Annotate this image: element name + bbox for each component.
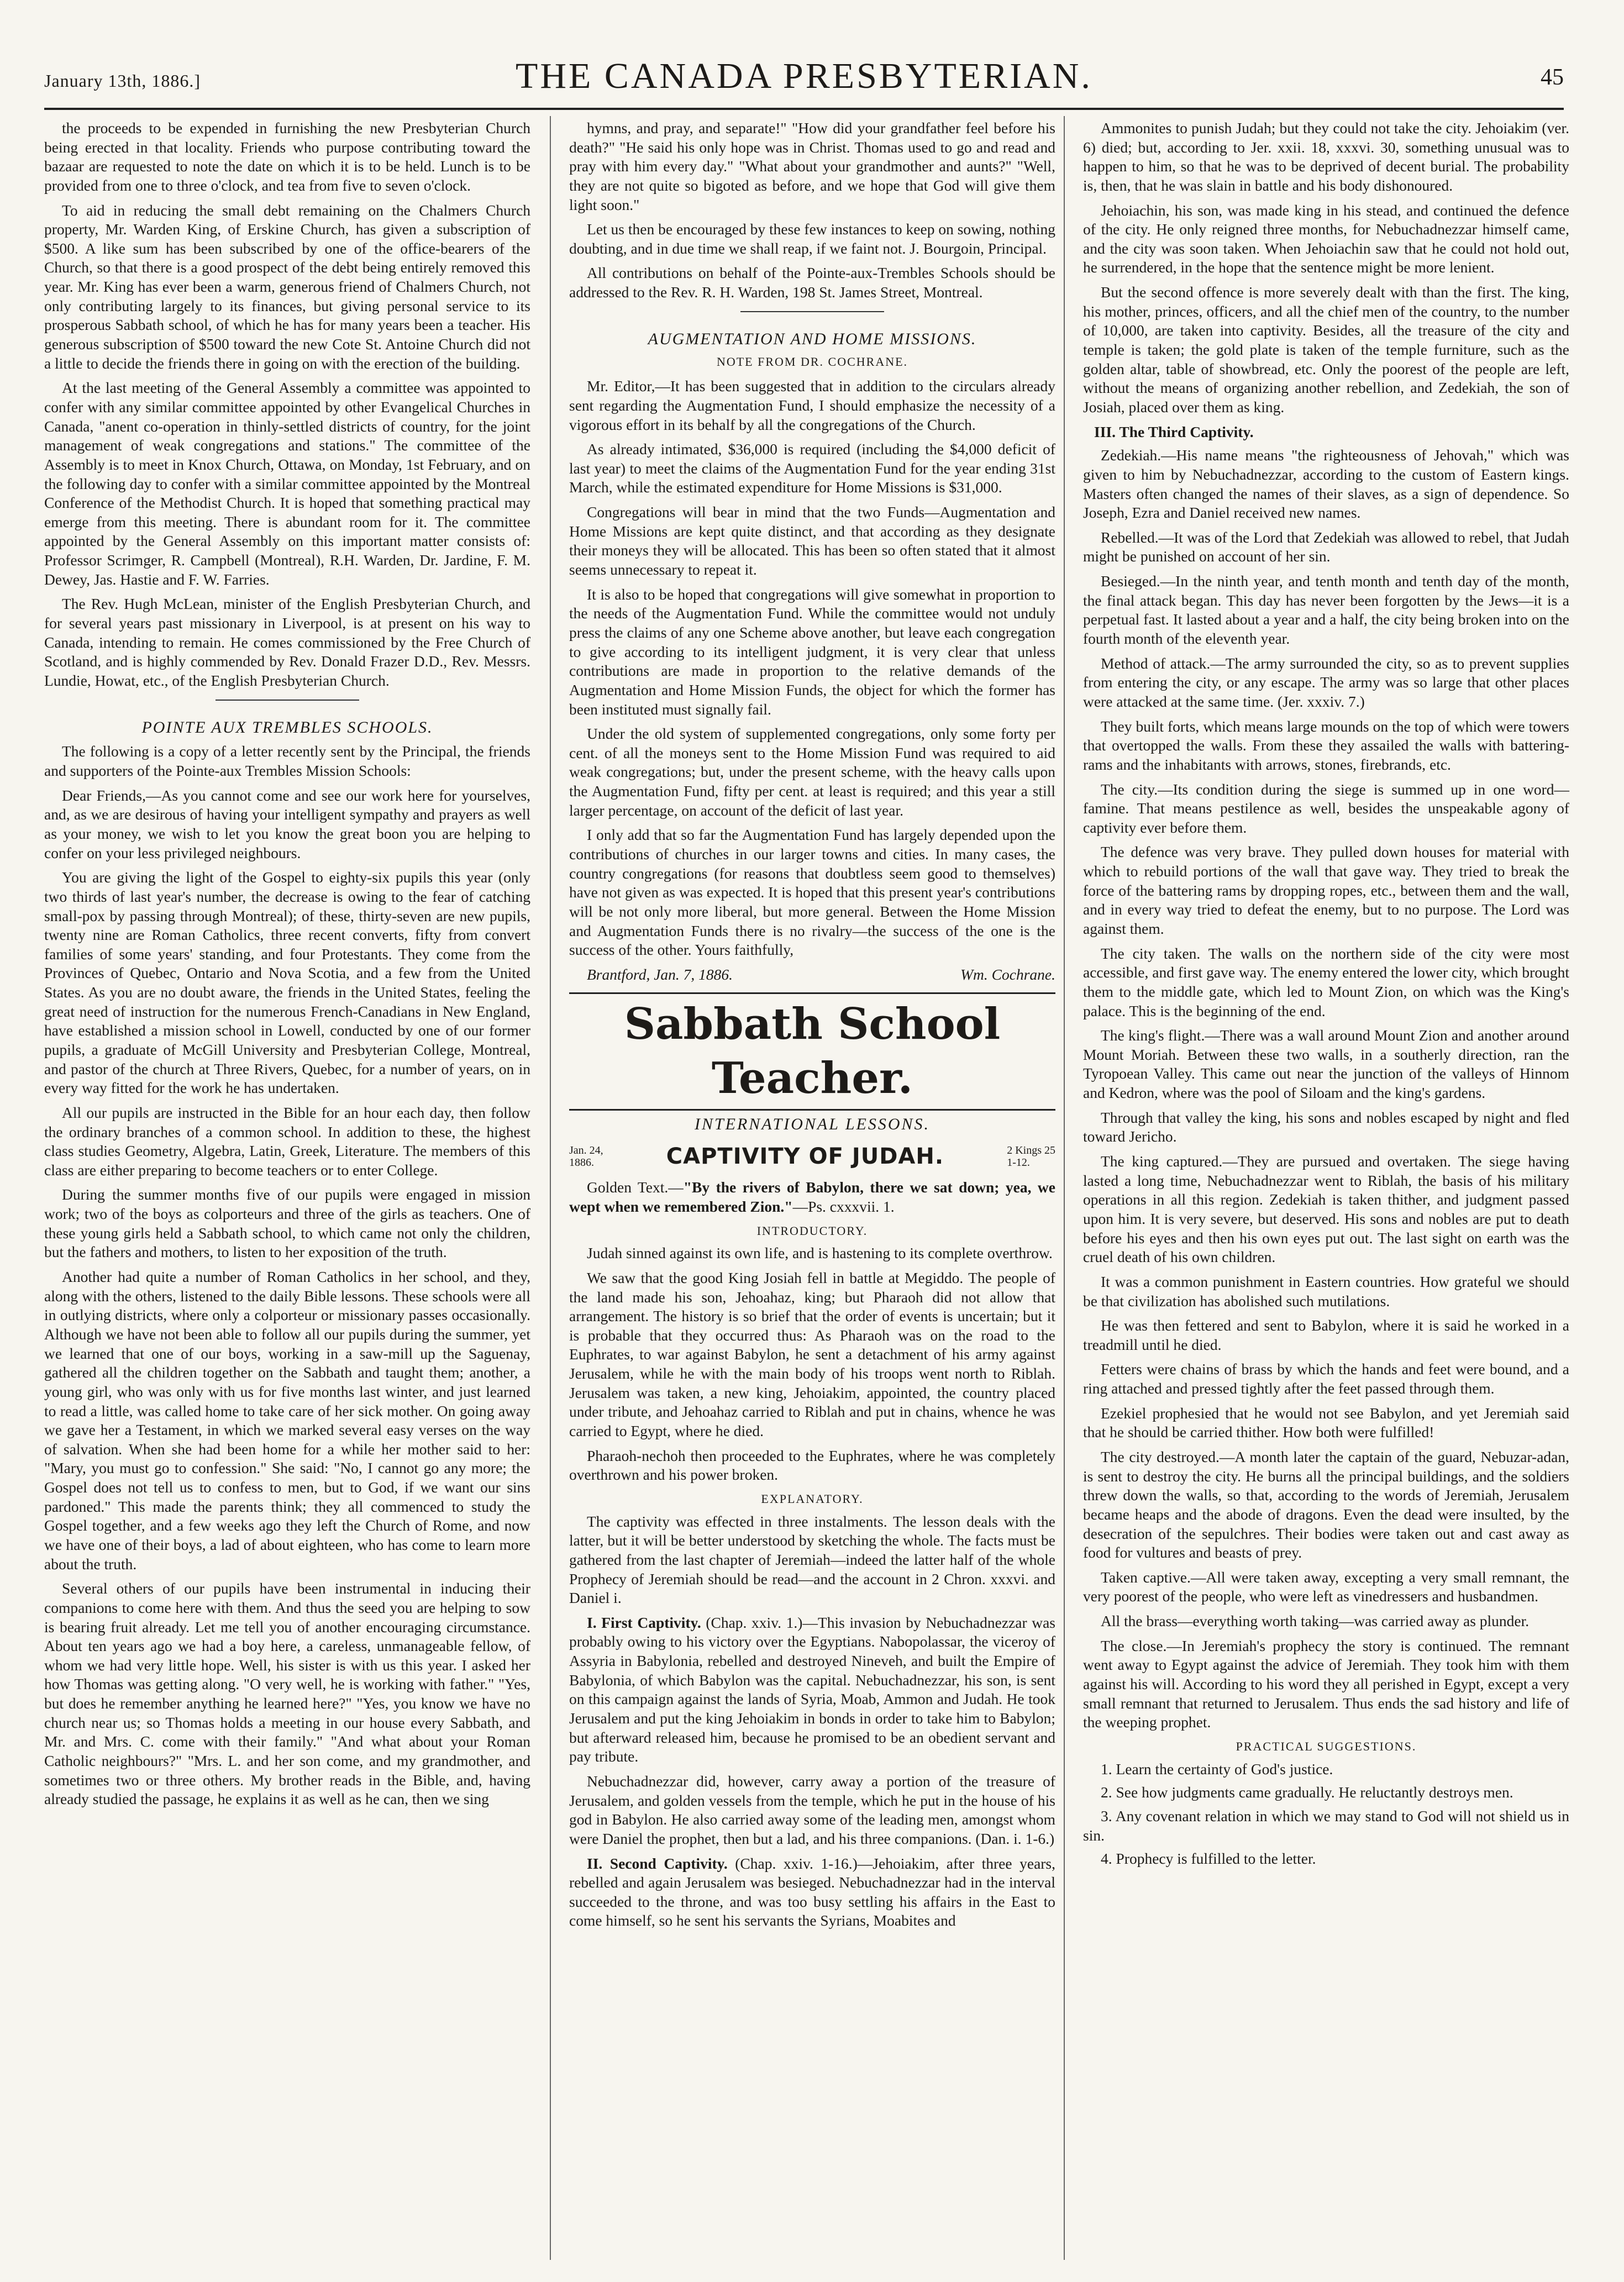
paragraph: Dear Friends,—As you cannot come and see our work here for yourselves, and, as we are desirous of having your intelligent sympathy and prayers as well as your money, we wish to let you know the great boon you are helping to confer on your less privileged neighbours. — [44, 786, 530, 861]
paragraph-lead: II. Second Captivity. — [587, 1854, 728, 1872]
section-rule — [740, 311, 884, 312]
page-number: 45 — [1541, 65, 1564, 90]
page-header — [44, 55, 1564, 105]
paragraph: Taken captive.—All were taken away, excepting a very small remnant, the very poorest of the people, who were left as vinedressers and husbandmen. — [1083, 1568, 1569, 1605]
golden-text-verse: "By the rivers of Babylon, there we sat down; yea, we wept when we remembered Zion." — [569, 1179, 1055, 1215]
paragraph: All contributions on behalf of the Pointe-aux-Trembles Schools should be addressed to the Rev. R. H. Warden, 198 St. James Street, Montreal. — [569, 264, 1055, 301]
lesson-title: CAPTIVITY OF JUDAH. — [666, 1143, 944, 1169]
paragraph: You are giving the light of the Gospel to eighty-six pupils this year (only two thirds of last year's number, the decrease is owing to the fear of catching small-pox by passing through Montreal); of these, thirty-seven are new pupils, twenty nine are Roman Catholics, three recent converts, fifty from convert families of some years' standing, and four Protestants. They come from the Provinces of Quebec, Ontario and Nova Scotia, and a few from the United States. As you are no doubt aware, the friends in the United States, feeling the great need of instruction for the numerous French-Canadians in New England, have established a mission school in Lowell, conducted by one of our former pupils, a graduate of McGill University and Presbyterian College, Montreal, and pastor of the church at Three Rivers, Quebec, for a number of years, on in every way fitted for the work he has undertaken. — [44, 869, 530, 1097]
paragraph: All our pupils are instructed in the Bible for an hour each day, then follow the ordinary branches of a common school. In addition to these, the highest class studies Geometry, Algebra, Latin, Greek, Literature. The members of this class are either preparing to become teachers or to enter College. — [44, 1103, 530, 1179]
paragraph: Through that valley the king, his sons and nobles escaped by night and fled toward Jericho. — [1083, 1108, 1569, 1145]
signature-line — [587, 965, 1055, 985]
paragraph: It is also to be hoped that congregations will give somewhat in proportion to the needs of the Augmentation Fund. While the committee would not unduly press the claims of any one Scheme above another, but leave each congregation to give according to its intelligent judgment, it is very clear that unless contributions are made in proportion to the relative demands of the Augmentation and Home Mission Funds, the object for which the former has been instituted must signally fail. — [569, 585, 1055, 718]
paragraph: As already intimated, $36,000 is required (including the $4,000 deficit of last year) to meet the claims of the Augmentation Fund for the year ending 31st March, while the estimated expenditure for Home Missions is $31,000. — [569, 440, 1055, 496]
paragraph: Pharaoh-nechoh then proceeded to the Euphrates, where he was completely overthrown and his power broken. — [569, 1447, 1055, 1484]
paragraph: All the brass—everything worth taking—was carried away as plunder. — [1101, 1612, 1530, 1630]
column-divider — [1064, 116, 1065, 2260]
golden-text-ref: —Ps. cxxxvii. 1. — [792, 1197, 895, 1215]
golden-text-label: Golden Text.— — [587, 1179, 684, 1196]
paragraph: Ammonites to punish Judah; but they could not take the city. Jehoiakim (ver. 6) died; but, according to Jer. xxii. 18, xxxvi. 30, something unusual was to happen to him, so that he was to be deprived of decent burial. The probability is, then, that he was slain in battle and his body dishonoured. — [1083, 119, 1569, 194]
paragraph: Several others of our pupils have been instrumental in inducing their companions to come here with them. And thus the seed you are helping to sow is bearing fruit already. Let me tell you of another encouraging circumstance. About ten years ago we had a boy here, a careless, unmanageable fellow, of whom we had very little hope. Well, his sister is with us this year. I asked her how Thomas was getting along. "O very well, he is working with father." "Yes, but does he remember anything he learned here?" "Yes, you know we have no church near us; so Thomas holds a meeting in our house every Sabbath, and Mr. and Mrs. C. come with their family." "And what about your Roman Catholic neighbours?" "Mrs. L. and her son come, and my grandmother, and sometimes two or three others. My brother reads in the Bible, and, having already studied the passage, he explains it as well as he can, then we sing — [44, 1580, 530, 1808]
paragraph: He was then fettered and sent to Babylon, where it is said he worked in a treadmill until he died. — [1083, 1317, 1569, 1353]
subsection-heading: PRACTICAL SUGGESTIONS. — [1236, 1739, 1417, 1753]
signature-name: Wm. Cochrane. — [960, 965, 1055, 983]
paragraph: The king captured.—They are pursued and overtaken. The siege having lasted a long time, Nebuchadnezzar went to Riblah, the basis of his military operations in all this region. Zedekiah is taken thither, and judgment passed upon him. It is very severe, but deserved. His sons and nobles are put to death before his eyes and then his own eyes put out. The last sight on earth was the cruel death of his own children. — [1083, 1153, 1569, 1266]
subsection-heading: EXPLANATORY. — [761, 1491, 864, 1506]
paragraph: Besieged.—In the ninth year, and tenth month and tenth day of the month, the final attack began. This day has never been forgotten by the Jews—it is a perpetual fast. It lasted about a year and a half, the city being broken into on the fourth month of the eleventh year. — [1083, 572, 1569, 648]
paragraph: Ezekiel prophesied that he would not see Babylon, and yet Jeremiah said that he should be carried thither. How both were fulfilled! — [1083, 1404, 1569, 1441]
paragraph: Mr. Editor,—It has been suggested that in addition to the circulars already sent regarding the Augmentation Fund, I should emphasize the necessity of a vigorous effort in its behalf by all the congregations of the Church. — [569, 377, 1055, 433]
paragraph — [569, 1613, 1055, 1766]
section-subheading: NOTE FROM DR. COCHRANE. — [716, 354, 908, 369]
paragraph: hymns, and pray, and separate!" "How did your grandfather feel before his death?" "He said his only hope was in Christ. Thomas used to go and read and pray with him every day." "What about your grandmother and aunts?" "Well, they are not quite so bigoted as before, and we hope that God will give them light soon." — [569, 119, 1055, 213]
paragraph: At the last meeting of the General Assembly a committee was appointed to confer with any similar committee appointed by other Evangelical Churches in Canada, "anent co-operation in thinly-settled districts of country, for the joint management of weak congregations and stations." The committee of the Assembly is to meet in Knox Church, Ottawa, on Monday, 1st February, and on the following day to confer with a similar committee appointed by the Montreal Conference of the Methodist Church. It is hoped that something practical may emerge from this meeting. There is abundant room for it. The committee appointed by the General Assembly on this important matter consists of: Professor Scrimger, R. Campbell (Montreal), R.H. Warden, Dr. Jardine, F. M. Dewey, Jas. Hastie and F. W. Farries. — [44, 379, 530, 588]
lesson-date-line: 1886. — [569, 1156, 594, 1169]
column-3 — [1083, 119, 1569, 1873]
section-rule — [216, 700, 359, 701]
issue-date: January 13th, 1886.] — [44, 71, 201, 91]
lesson-ref-line: 2 Kings 25 — [1007, 1144, 1055, 1157]
lesson-ref-line: 1-12. — [1007, 1156, 1030, 1169]
paragraph: Method of attack.—The army surrounded the city, so as to prevent supplies from entering the city, or any escape. The army was so large that other places were attacked at the same time. (Jer. xxxiv. 7.) — [1083, 654, 1569, 710]
paragraph: The city taken. The walls on the northern side of the city were most accessible, and first gave way. The enemy entered the lower city, which brought them to the middle gate, which led to Mount Zion, on which was the King's palace. This is the beginning of the end. — [1083, 944, 1569, 1019]
paragraph: The Rev. Hugh McLean, minister of the English Presbyterian Church, and for several years past missionary in Liverpool, is at present on his way to Canada, intending to remain. He comes commissioned by the Free Church of Scotland, and is highly commended by Rev. Donald Frazer D.D., Rev. Messrs. Lundie, Howat, etc., of the English Presbyterian Church. — [44, 595, 530, 689]
lessons-heading: INTERNATIONAL LESSONS. — [694, 1115, 931, 1134]
subsection-heading: INTRODUCTORY. — [756, 1223, 868, 1238]
paragraph: I only add that so far the Augmentation Fund has largely depended upon the contributions of churches in our larger towns and cities. In many cases, the country congregations (for reasons that doubtless seem good to themselves) have not given as was expected. It is hoped that this present year's contributions will be not only more liberal, but more general. Between the Home Mission and Augmentation Funds there is no rivalry—the success of the one is the success of the other. Yours faithfully, — [569, 826, 1055, 959]
paragraph: Judah sinned against its own life, and is hastening to its complete overthrow. — [587, 1244, 1053, 1262]
paragraph: Congregations will bear in mind that the two Funds—Augmentation and Home Missions are kept quite distinct, and that according as they designate their moneys they will be allocated. This has been so often stated that it almost seems unnecessary to repeat it. — [569, 503, 1055, 579]
signature-place: Brantford, Jan. 7, 1886. — [587, 965, 733, 983]
paragraph: The defence was very brave. They pulled down houses for material with which to rebuild portions of the wall that gave way. They tried to break the force of the battering rams by dropping ropes, etc., between them and the wall, and in every way tried to defeat the enemy, but to no purpose. The Lord was against them. — [1083, 843, 1569, 937]
suggestion-item: 3. Any covenant relation in which we may stand to God will not shield us in sin. — [1083, 1807, 1569, 1844]
paragraph: Jehoiachin, his son, was made king in his stead, and continued the defence of the city. He only reigned three months, for Nebuchadnezzar himself came, and the city was soon taken. When Jehoiachin saw that he could not hold out, he surrendered, in the hope that the sentence might be more lenient. — [1083, 201, 1569, 276]
paragraph: The captivity was effected in three instalments. The lesson deals with the latter, but it will be better understood by sketching the whole. The facts must be gathered from the last chapter of Jeremiah—indeed the latter half of the whole Prophecy of Jeremiah should be read—and the account in 2 Chron. xxxvi. and Daniel i. — [569, 1512, 1055, 1607]
column-2 — [569, 119, 1055, 1936]
suggestion-item: 1. Learn the certainty of God's justice. — [1101, 1760, 1333, 1778]
paragraph: Let us then be encouraged by these few instances to keep on sowing, nothing doubting, and in due time we shall reap, if we faint not. J. Bourgoin, Principal. — [569, 220, 1055, 257]
paragraph: The king's flight.—There was a wall around Mount Zion and another around Mount Moriah. Between these two walls, in a southerly direction, ran the Tyropoean Valley. This came out near the junction of the valleys of Hinnom and Kedron, where was the pool of Siloam and the king's gardens. — [1083, 1027, 1569, 1102]
paragraph: Rebelled.—It was of the Lord that Zedekiah was allowed to rebel, that Judah might be punished on account of her sin. — [1083, 528, 1569, 565]
paragraph: the proceeds to be expended in furnishing the new Presbyterian Church being erected in that locality. Friends who purpose contributing toward the bazaar are requested to note the date on which it is to be held. Lunch is to be provided from one to three o'clock, and tea from five to seven o'clock. — [44, 119, 530, 194]
section-heading: AUGMENTATION AND HOME MISSIONS. — [648, 329, 977, 348]
column-1 — [44, 119, 530, 1815]
suggestion-item: 2. See how judgments came gradually. He reluctantly destroys men. — [1101, 1784, 1513, 1801]
paragraph: Zedekiah.—His name means "the righteousness of Jehovah," which was given to him by Nebuchadnezzar, according to the custom of Eastern kings. Masters often changed the names of their slaves, as a sign of dependence. So Joseph, Ezra and Daniel received new names. — [1083, 446, 1569, 522]
subsection-heading: III. The Third Captivity. — [1094, 423, 1254, 440]
paragraph: It was a common punishment in Eastern countries. How grateful we should be that civilization has abolished such mutilations. — [1083, 1273, 1569, 1310]
paragraph: We saw that the good King Josiah fell in battle at Megiddo. The people of the land made his son, Jehoahaz, king; but Pharaoh did not allow that arrangement. The history is so brief that the order of events is uncertain; but it is probable that they occurred thus: As Pharaoh was on the road to the Euphrates, to war against Babylon, he sent a detachment of his army against Jerusalem, while he with the main body of his troops went north to Riblah. Jerusalem was taken, a new king, Jehoiakim, appointed, the country placed under tribute, and Jehoahaz carried to Riblah and put in chains, whence he was carried to Egypt, where he died. — [569, 1269, 1055, 1439]
paragraph: The following is a copy of a letter recently sent by the Principal, the friends and supporters of the Pointe-aux Trembles Mission Schools: — [44, 743, 530, 780]
paragraph: During the summer months five of our pupils were engaged in mission work; two of the boys as colporteurs and three of the girls as teachers. One of these young girls held a Sabbath school, to which came not only the children, but the fathers and mothers, to listen to her exposition of the truth. — [44, 1186, 530, 1261]
paragraph: Fetters were chains of brass by which the hands and feet were bound, and a ring attached and pressed tightly after the feet passed through them. — [1083, 1360, 1569, 1397]
paragraph-body: (Chap. xxiv. 1-16.)—Jehoiakim, after three years, rebelled and again Jerusalem was besieged. Nebuchadnezzar had in the interval succeeded to the throne, and was too busy settling his affairs in the East to come himself, so he sent his servants the Syrians, Moabites and — [569, 1854, 1056, 1929]
column-divider — [550, 116, 551, 2260]
paragraph: Another had quite a number of Roman Catholics in her school, and they, along with the others, listened to the daily Bible lessons. These schools were all in outlying districts, where only a colporteur or missionary passes occasionally. Although we have not been able to follow all our pupils during the summer, yet we learned that one of our boys, working in a saw-mill up the Saguenay, gathered all the children together on the Sabbath and taught them; another, a young girl, who was only with us for five months last winter, and just learned to read a little, was called home to take care of her sick mother. On going away we gave her a Testament, in which we marked several easy verses on the way of salvation. When she had been home for a while her mother said to her: "Mary, you must go to confession." She said: "No, I cannot go any more; the Gospel does not tell us to confess to men, but to God, if we want our sins pardoned." This made the parents think; they all commenced to study the Gospel together, and a few weeks ago they left the Church of Rome, and now we have one of their boys, a lad of about eighteen, who has come to learn more about the truth. — [44, 1268, 530, 1573]
masthead-title: THE CANADA PRESBYTERIAN. — [516, 56, 1092, 96]
lesson-date-line: Jan. 24, — [569, 1144, 603, 1157]
section-banner: Sabbath School Teacher. — [569, 992, 1055, 1111]
paragraph: They built forts, which means large mounds on the top of which were towers that overtopped the walls. From these they assailed the walls with battering-rams and the inhabitants with arrows, stones, firebrands, etc. — [1083, 717, 1569, 773]
suggestion-item: 4. Prophecy is fulfilled to the letter. — [1101, 1850, 1316, 1868]
paragraph: To aid in reducing the small debt remaining on the Chalmers Church property, Mr. Warden King, of Erskine Church, has given a subscription of $500. A like sum has been subscribed by one of the office-bearers of the Church, so that there is a good prospect of the debt being entirely removed this year. Mr. King has ever been a warm, generous friend of Chalmers Church, not only contributing largely to its finances, but giving personal service to its prosperous Sabbath school, of which he has for many years been a teacher. His generous subscription of $500 toward the new Cote St. Antoine Church did not a little to decide the friends there in going on with the erection of the building. — [44, 201, 530, 372]
paragraph: Under the old system of supplemented congregations, only some forty per cent. of all the moneys sent to the Home Mission Fund was required to aid weak congregations; but, under the present scheme, with the heavy calls upon the Augmentation Fund, fifty per cent. at least is required; and this year a still larger percentage, on account of the deficit of last year. — [569, 725, 1055, 819]
paragraph: The city destroyed.—A month later the captain of the guard, Nebuzar-adan, is sent to destroy the city. He burns all the principal buildings, and the soldiers threw down the walls, so that, according to the words of Jeremiah, Jerusalem became heaps and the abode of dragons. Even the dead were insulted, by the desecration of the sepulchres. Their bodies were taken out and cast away as food for vultures and beasts of prey. — [1083, 1448, 1569, 1561]
golden-text — [569, 1178, 1055, 1216]
lesson-date — [569, 1144, 603, 1169]
section-heading: POINTE AUX TREMBLES SCHOOLS. — [141, 718, 433, 737]
paragraph-body: (Chap. xxiv. 1.)—This invasion by Nebuchadnezzar was probably owing to his victory over the Egyptians. Nabopolassar, the viceroy of Assyria in Babylonia, rebelled and destroyed Nineveh, and built the Empire of Babylonia, of which Babylon was the capital. Nebuchadnezzar, his son, is sent on this campaign against the lands of Syria, Moab, Ammon and Judah. He took Jerusalem and put the king Jehoiakim in bonds in order to take him to Babylon; but afterward released him, because he promised to be an obedient servant and pay tribute. — [569, 1613, 1056, 1765]
lesson-reference — [1007, 1144, 1055, 1169]
paragraph: The close.—In Jeremiah's prophecy the story is continued. The remnant went away to Egypt against the advice of Jeremiah. They took him with them against his will. According to his word they all perished in Egypt, except a very small remnant that returned to Jerusalem. Thus ends the sad history and life of the weeping prophet. — [1083, 1637, 1569, 1731]
paragraph: The city.—Its condition during the siege is summed up in one word—famine. That means pestilence as well, besides the unspeakable agony of captivity ever before them. — [1083, 780, 1569, 836]
paragraph: Nebuchadnezzar did, however, carry away a portion of the treasure of Jerusalem, and golden vessels from the temple, which he put in the house of his god in Babylon. He also carried away some of the leading men, amongst whom were Daniel the prophet, then but a lad, and his three companions. (Dan. i. 1-6.) — [569, 1772, 1055, 1847]
header-rule — [44, 108, 1564, 110]
paragraph — [569, 1854, 1055, 1931]
lesson-header — [569, 1143, 1055, 1170]
paragraph-lead: I. First Captivity. — [587, 1613, 701, 1631]
paragraph: But the second offence is more severely dealt with than the first. The king, his mother, princes, officers, and all the chief men of the country, to the number of 10,000, are taken into captivity. Besides, all the treasure of the city and temple is taken; the gold plate is taken of the temple furniture, such as the golden altar, table of showbread, etc. Only the poorest of the people are left, without the means of organizing another rebellion, and Zedekiah, the son of Josiah, placed over them as king. — [1083, 283, 1569, 416]
